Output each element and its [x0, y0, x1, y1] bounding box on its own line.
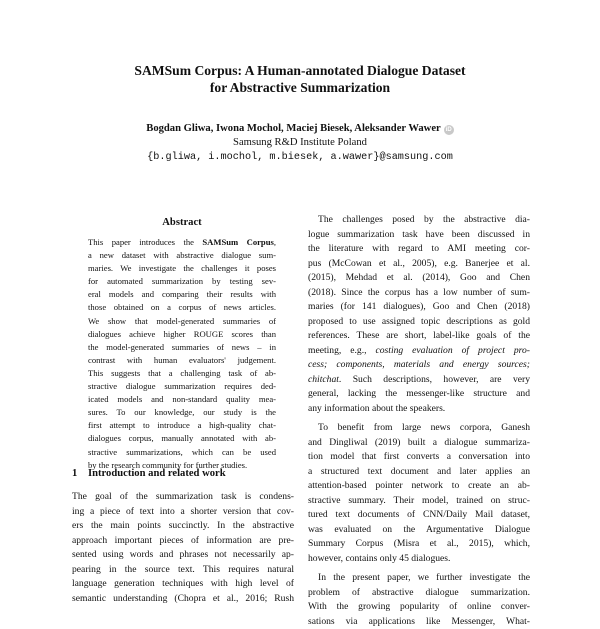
body-line: problem of abstractive dialogue summarization.: [308, 586, 530, 601]
intro-line: pearing in the source text. This requires natural: [72, 563, 294, 578]
section-title: Introduction and related work: [88, 468, 226, 479]
body-line: references. These are short, label-like goals of the: [308, 329, 530, 344]
orcid-icon[interactable]: iD: [444, 125, 454, 135]
abstract-line: maries. We investigate the challenges it poses: [88, 262, 276, 275]
intro-line: language generation techniques with high level of: [72, 577, 294, 592]
abstract-line: for automated summarization by testing sev-: [88, 275, 276, 288]
abstract-line: a new dataset with abstractive dialogue sum-: [88, 249, 276, 262]
body-line: any information about the speakers.: [308, 402, 530, 417]
body-text: meeting, e.g.,: [308, 345, 375, 356]
body-line: tured text documents of CNN/Daily Mail dataset,: [308, 508, 530, 523]
body-line: In the present paper, we further investigate the: [308, 571, 530, 586]
abstract-text: This paper introduces the: [88, 237, 202, 247]
body-line: To benefit from large news corpora, Ganesh: [308, 421, 530, 436]
section-heading: [72, 467, 292, 481]
paper-title: [60, 62, 540, 96]
author-list: [60, 122, 540, 136]
body-line: With the growing popularity of online conver-: [308, 600, 530, 615]
abstract-heading: Abstract: [88, 216, 276, 230]
italic-text: costing evaluation of project pro-: [375, 345, 530, 356]
body-line: (2018). Since the corpus has a low number of sum-: [308, 286, 530, 301]
body-line: [308, 358, 530, 373]
abstract-body: [88, 236, 276, 472]
section-number: 1: [72, 467, 88, 481]
body-line: a structured text document and later applies an: [308, 465, 530, 480]
body-line: however, contains only 45 dialogues.: [308, 552, 530, 567]
body-line: maries (for 141 dialogues), Goo and Chen (2018): [308, 300, 530, 315]
abstract-line: icated models and non-standard quality mea-: [88, 393, 276, 406]
paragraph: [308, 571, 530, 629]
abstract-line: dialogues corpus, manually annotated with ab-: [88, 432, 276, 445]
abstract-line: first attempt to introduce a high-quality chat-: [88, 419, 276, 432]
body-line: The challenges posed by the abstractive dia-: [308, 213, 530, 228]
intro-line: sented using words and phrases not necessarily ap-: [72, 548, 294, 563]
title-line: for Abstractive Summarization: [60, 79, 540, 96]
body-line: proposed to use assigned topic descriptions as gold: [308, 315, 530, 330]
abstract-line: those obtained on a corpus of news articles.: [88, 301, 276, 314]
intro-line: approach important pieces of information are pre-: [72, 534, 294, 549]
abstract-line: This suggests that a challenging task of ab-: [88, 367, 276, 380]
abstract-line: stractive summarizations, which can be used: [88, 446, 276, 459]
body-line: stractive summary. Their model, trained on struc-: [308, 494, 530, 509]
intro-line: ers the main points succinctly. In the abstractive: [72, 519, 294, 534]
body-line: pus (McCowan et al., 2005), e.g. Banerjee et al.: [308, 257, 530, 272]
body-line: logue summarization task have been discussed in: [308, 228, 530, 243]
body-line: tion model that first converts a conversation into: [308, 450, 530, 465]
abstract-line: We show that model-generated summaries of: [88, 315, 276, 328]
intro-paragraph: [72, 490, 294, 606]
body-text: . Such descriptions, however, are very: [339, 374, 530, 385]
abstract-line: [88, 236, 276, 249]
right-column: [308, 213, 530, 629]
abstract-line: by the research community for further studies.: [88, 459, 276, 472]
italic-text: chitchat: [308, 374, 339, 385]
body-line: sations via applications like Messenger, What-: [308, 615, 530, 629]
intro-line: semantic understanding (Chopra et al., 2016; Rush: [72, 592, 294, 607]
body-line: [308, 373, 530, 388]
author-names: Bogdan Gliwa, Iwona Mochol, Maciej Biesek, Aleksander Wawer: [146, 123, 440, 134]
body-line: Summary Corpus (Misra et al., 2015), which,: [308, 537, 530, 552]
abstract-line: the model-generated summaries of news – in: [88, 341, 276, 354]
body-line: general, lacking the messenger-like structure and: [308, 387, 530, 402]
intro-line: ing a piece of text into a shorter version that cov-: [72, 505, 294, 520]
author-emails: {b.gliwa, i.mochol, m.biesek, a.wawer}@samsung.com: [60, 151, 540, 165]
title-line: SAMSum Corpus: A Human-annotated Dialogue Dataset: [60, 62, 540, 79]
intro-line: The goal of the summarization task is condens-: [72, 490, 294, 505]
paragraph: [308, 421, 530, 566]
paragraph: [308, 213, 530, 416]
affiliation: Samsung R&D Institute Poland: [60, 136, 540, 150]
body-line: [308, 344, 530, 359]
abstract-line: dialogues achieve higher ROUGE scores than: [88, 328, 276, 341]
abstract-line: sures. To our knowledge, our study is the: [88, 406, 276, 419]
body-line: (2015), Mehdad et al. (2014), Goo and Chen: [308, 271, 530, 286]
italic-text: cess; components, materials and energy sources;: [308, 359, 530, 370]
body-line: was evaluated on the Argumentative Dialogue: [308, 523, 530, 538]
body-line: attention-based pointer network to create an ab-: [308, 479, 530, 494]
body-line: and Dingliwal (2019) built a dialogue summariza-: [308, 436, 530, 451]
abstract-line: eral models and comparing their results with: [88, 288, 276, 301]
body-line: the literature with regard to AMI meeting cor-: [308, 242, 530, 257]
corpus-name: SAMSum Corpus: [202, 237, 273, 247]
abstract-line: contrast with human evaluators' judgement.: [88, 354, 276, 367]
abstract-text: ,: [274, 237, 276, 247]
abstract-line: stractive dialogue summarization requires ded-: [88, 380, 276, 393]
